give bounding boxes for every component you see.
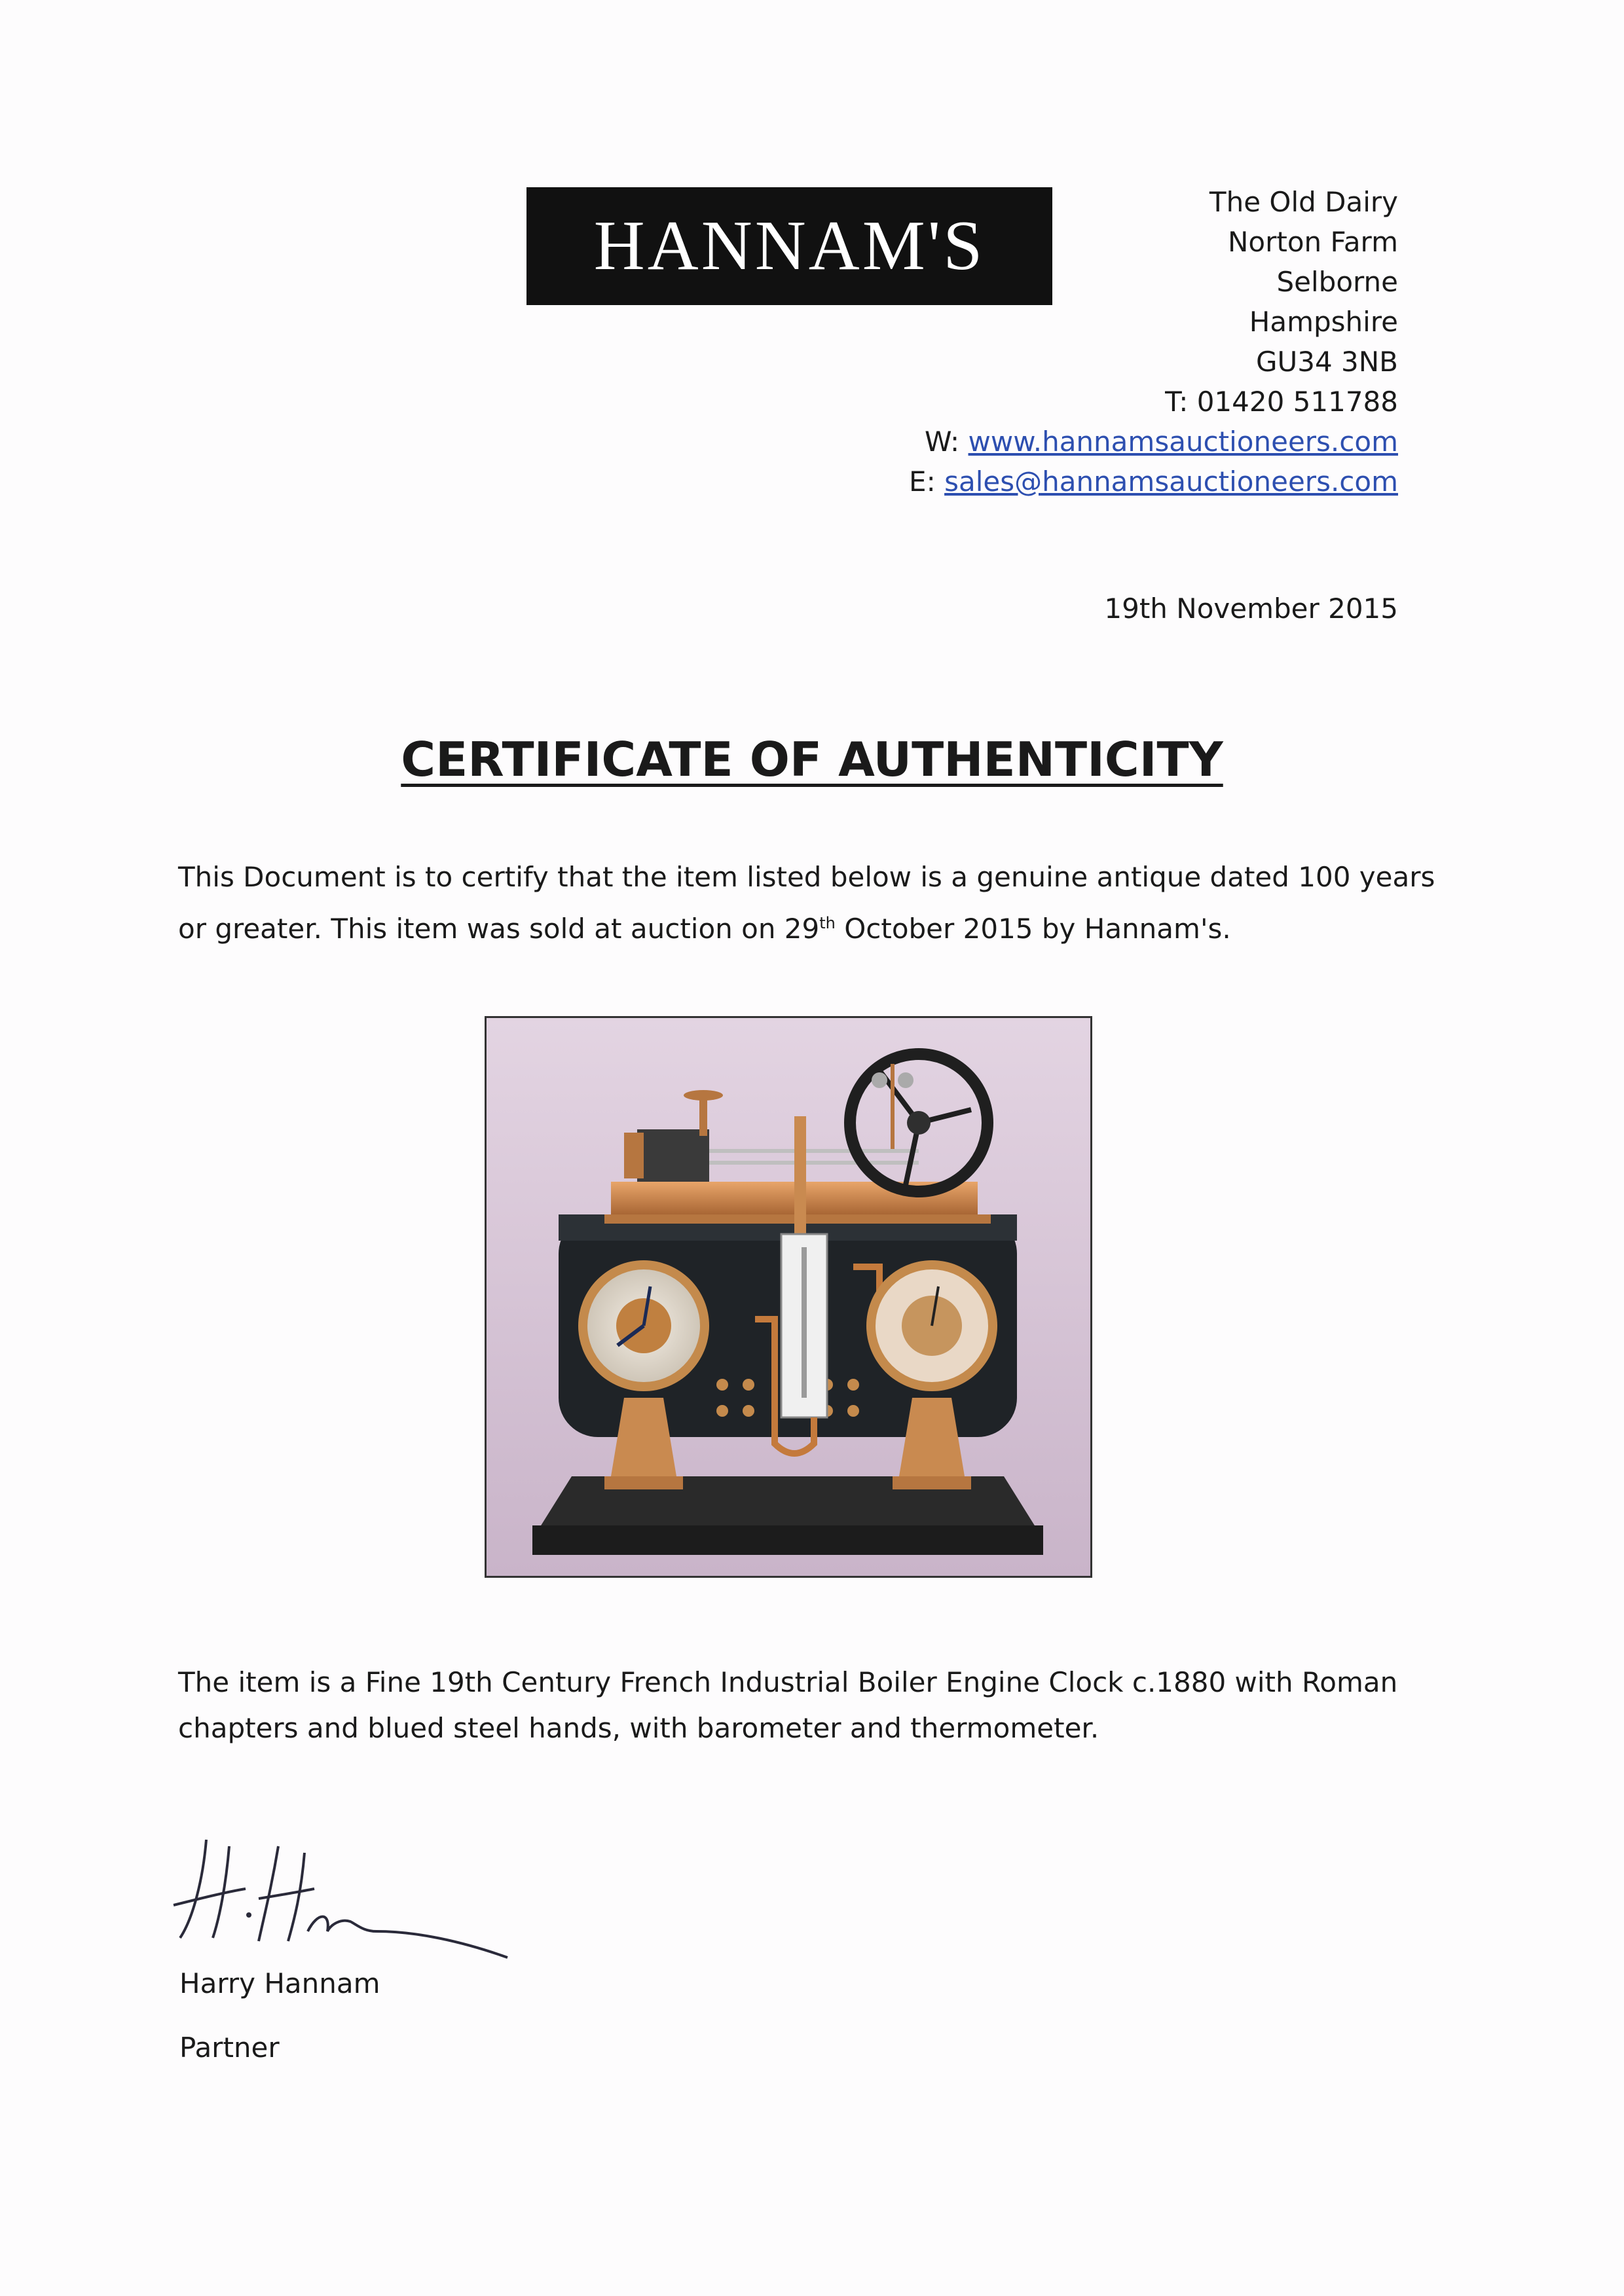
certificate-title — [0, 732, 1624, 787]
signature — [167, 1827, 521, 1984]
address-line: The Old Dairy — [1209, 186, 1398, 218]
address-line: GU34 3NB — [1255, 346, 1398, 378]
intro-paragraph — [178, 854, 1442, 952]
company-logo: HANNAM'S — [526, 187, 1052, 305]
website-link[interactable]: www.hannamsauctioneers.com — [968, 426, 1398, 458]
item-description: The item is a Fine 19th Century French Industrial Boiler Engine Clock c.1880 with Roman chapters and blued steel hands, with barometer and thermometer. — [178, 1666, 1398, 1744]
website-line — [909, 422, 1398, 462]
address-line: Norton Farm — [1228, 226, 1398, 258]
handwritten-signature — [167, 1827, 521, 1984]
boiler-engine-clock-image — [487, 1018, 1090, 1576]
email-prefix: E: — [909, 465, 945, 498]
intro-text-2: October 2015 by Hannam's. — [835, 913, 1231, 945]
signer-role: Partner — [179, 2032, 280, 2064]
company-address — [909, 182, 1398, 501]
certificate-title-text: CERTIFICATE OF AUTHENTICITY — [401, 732, 1223, 787]
email-line — [909, 462, 1398, 501]
intro-ordinal: th — [819, 914, 836, 932]
item-photo — [485, 1016, 1092, 1578]
intro-text-1: This Document is to certify that the item listed below is a genuine antique dated 100 years or greater. This item was sold at auction on 29 — [178, 861, 1435, 945]
document-date: 19th November 2015 — [1104, 592, 1398, 625]
website-prefix: W: — [924, 426, 969, 458]
address-line: Hampshire — [1249, 306, 1398, 338]
address-line: Selborne — [1276, 266, 1398, 298]
email-link[interactable]: sales@hannamsauctioneers.com — [944, 465, 1398, 498]
signer-name: Harry Hannam — [179, 1967, 380, 1999]
phone-number: T: 01420 511788 — [1165, 386, 1398, 418]
